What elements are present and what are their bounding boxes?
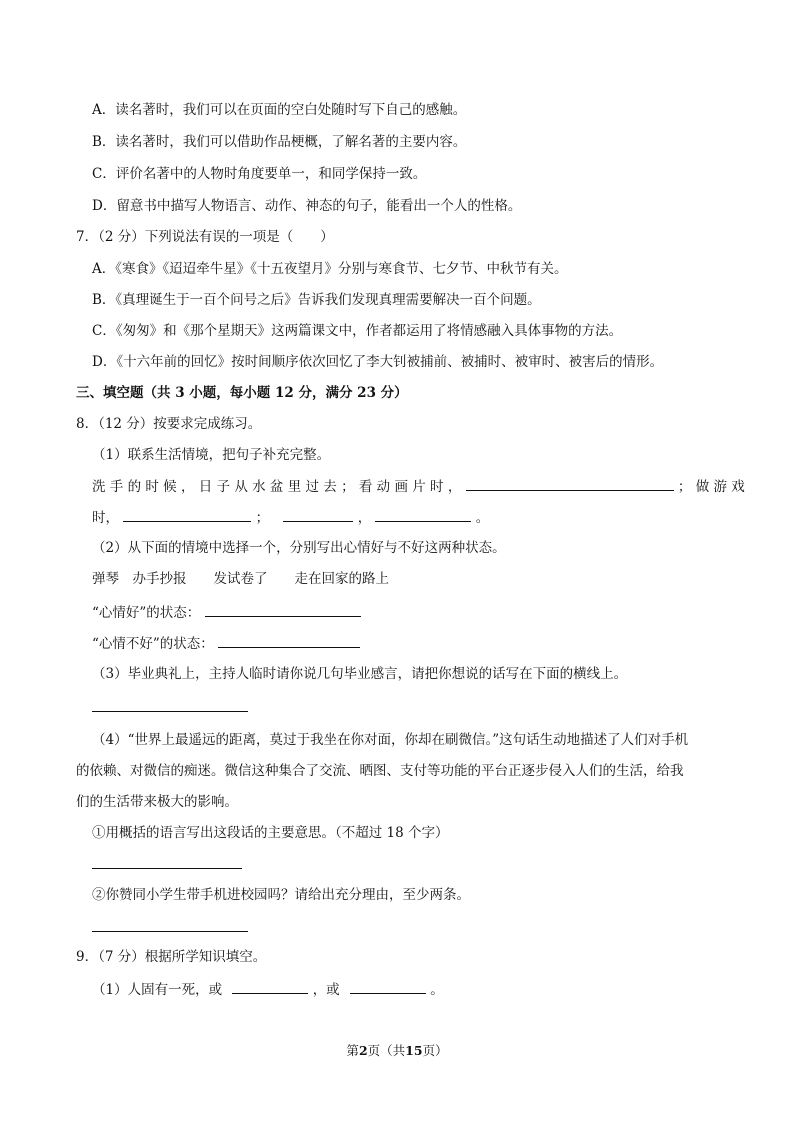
answer-blank[interactable] [218, 633, 360, 648]
answer-blank[interactable] [350, 979, 426, 994]
answer-line[interactable] [92, 711, 248, 712]
page-footer [0, 1041, 794, 1059]
q9-part1-end: 。 [430, 982, 444, 998]
q7-option-d: D．《十六年前的回忆》按时间顺序依次回忆了李大钊被捕前、被捕时、被审时、被害后的情形。 [92, 354, 664, 370]
q8-part1-separator: ， [357, 510, 372, 526]
footer-page-number: 2 [358, 1043, 368, 1058]
answer-blank[interactable] [232, 979, 308, 994]
q8-part4-sub1: ①用概括的语言写出这段话的主要意思。（不超过 18 个字） [92, 825, 449, 841]
q8-part2-good-label: “心情好”的状态： [92, 605, 201, 621]
footer-suffix: 页） [422, 1043, 448, 1058]
q8-part1-line1 [92, 476, 745, 497]
footer-total-pages: 15 [405, 1043, 423, 1058]
q8-part1-line2 [92, 507, 489, 528]
answer-blank[interactable] [123, 507, 251, 522]
q6-option-d: D．留意书中描写人物语言、动作、神态的句子，能看出一个人的性格。 [92, 198, 522, 214]
q8-part1-separator: ； [255, 510, 270, 526]
q8-part2-prompt: （2）从下面的情境中选择一个，分别写出心情好与不好这两种状态。 [92, 540, 506, 556]
q8-part4-line2: 的依赖、对微信的痴迷。微信这种集合了交流、晒图、支付等功能的平台正逐步侵入人们的生活，给我 [76, 763, 684, 779]
q7-stem: 7．（2 分）下列说法有误的一项是（ ） [76, 229, 334, 245]
q8-part2-bad-label: “心情不好”的状态： [92, 636, 214, 652]
q9-part1-mid: ，或 [312, 982, 340, 998]
q8-part4-sub2: ②你赞同小学生带手机进校园吗？请给出充分理由，至少两条。 [92, 887, 470, 903]
q8-part2-options: 弹琴 办手抄报 发试卷了 走在回家的路上 [92, 571, 389, 587]
q6-option-c: C．评价名著中的人物时角度要单一，和同学保持一致。 [92, 166, 427, 182]
answer-blank[interactable] [205, 602, 361, 617]
q8-part4-line1: （4）“世界上最遥远的距离，莫过于我坐在你对面，你却在刷微信。”这句话生动地描述了人们对手机 [92, 732, 689, 748]
q9-part1-start: （1）人固有一死，或 [92, 982, 223, 998]
q6-option-a: A．读名著时，我们可以在页面的空白处随时写下自己的感触。 [92, 102, 467, 118]
answer-blank[interactable] [375, 507, 471, 522]
answer-line[interactable] [92, 931, 248, 932]
q8-stem: 8．（12 分）按要求完成练习。 [76, 416, 262, 432]
q8-part1-prompt: （1）联系生活情境，把句子补充完整。 [92, 447, 331, 463]
q8-part1-line2-start: 时， [92, 510, 119, 526]
q6-option-b: B．读名著时，我们可以借助作品梗概，了解名著的主要内容。 [92, 134, 467, 150]
footer-prefix: 第 [346, 1043, 359, 1058]
answer-blank[interactable] [283, 507, 353, 522]
q8-part4-line3: 们的生活带来极大的影响。 [76, 794, 238, 810]
answer-line[interactable] [92, 868, 242, 869]
section-3-heading: 三、填空题（共 3 小题，每小题 12 分，满分 23 分） [76, 385, 408, 401]
q9-stem: 9．（7 分）根据所学知识填空。 [76, 949, 267, 965]
q8-part2-good [92, 602, 361, 623]
q7-option-c: C．《匆匆》和《那个星期天》这两篇课文中，作者都运用了将情感融入具体事物的方法。 [92, 323, 623, 339]
q8-part2-bad [92, 633, 360, 654]
q8-part1-line1-end: ； 做 游 戏 [677, 479, 745, 495]
q7-option-b: B．《真理诞生于一百个问号之后》告诉我们发现真理需要解决一百个问题。 [92, 292, 541, 308]
footer-middle: 页（共 [367, 1043, 406, 1058]
q9-part1 [92, 979, 444, 1000]
answer-blank[interactable] [466, 476, 674, 491]
q8-part3-prompt: （3）毕业典礼上，主持人临时请你说几句毕业感言，请把你想说的话写在下面的横线上。 [92, 666, 628, 682]
q8-part1-line1-start: 洗 手 的 时 候 ， 日 子 从 水 盆 里 过 去 ； 看 动 画 片 时 ， [92, 479, 462, 495]
q7-option-a: A．《寒食》《迢迢牵牛星》《十五夜望月》分别与寒食节、七夕节、中秋节有关。 [92, 261, 568, 277]
q8-part1-end: 。 [475, 510, 490, 526]
